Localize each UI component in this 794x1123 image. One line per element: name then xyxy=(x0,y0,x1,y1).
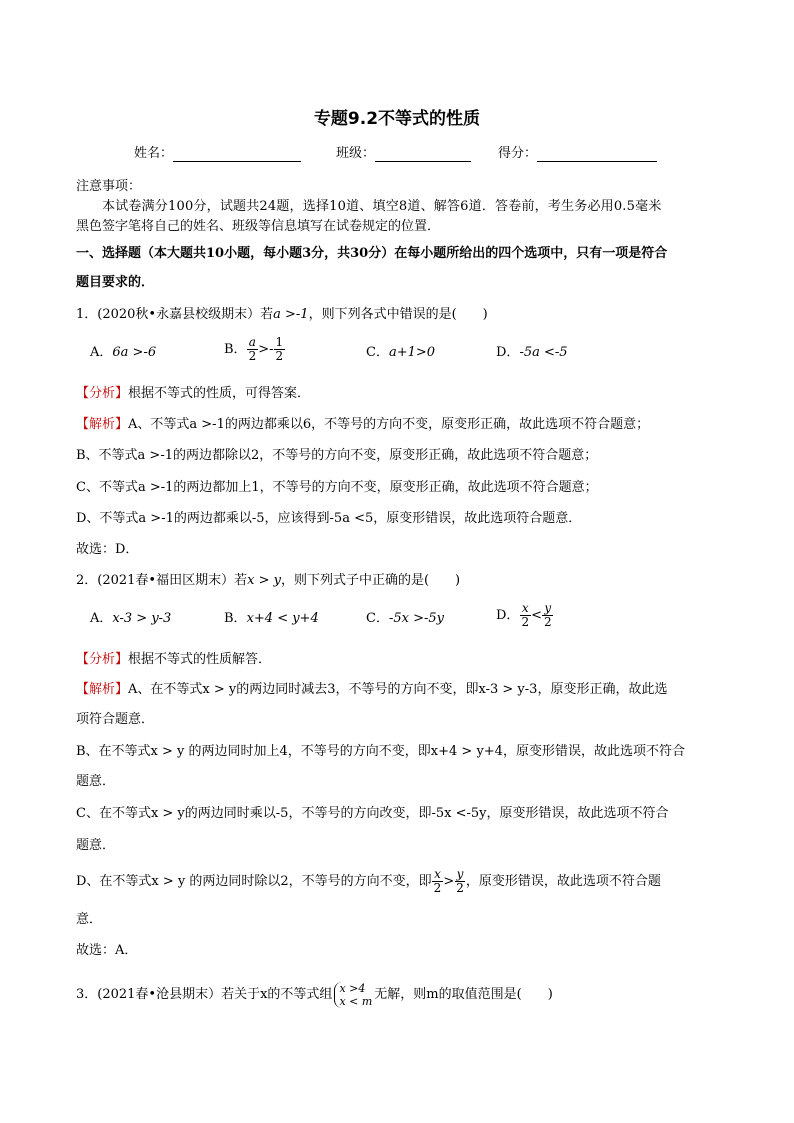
q2-solution-a-line2: 项符合题意． xyxy=(76,712,155,727)
option-expr: 6a >-6 xyxy=(112,345,157,360)
option-operator: < xyxy=(531,607,542,623)
q1-stem xyxy=(76,307,488,323)
q2-choice: 故选：A． xyxy=(76,943,138,958)
class-blank[interactable] xyxy=(375,147,471,162)
name-blank[interactable] xyxy=(173,147,301,162)
solution-tag: 【解析】 xyxy=(76,682,129,697)
name-label: 姓名： xyxy=(134,146,174,161)
q2-stem xyxy=(76,573,460,589)
option-operator: >- xyxy=(258,341,274,357)
q2-solution-b-line1: B、在不等式x > y 的两边同时加上4，不等号的方向不变，即x+4 > y+4，原变形错误，故此选项不符合 xyxy=(76,744,685,759)
fraction: $\frac{x}{2}$ xyxy=(433,867,442,895)
fraction: $\frac{x}{2}$ xyxy=(521,601,530,629)
q2-option-b[interactable] xyxy=(224,611,319,627)
inequality-system xyxy=(334,982,372,1008)
option-label: C． xyxy=(366,345,389,360)
q2-option-c[interactable] xyxy=(366,611,444,627)
score-field-row xyxy=(498,146,657,162)
q1-option-c[interactable] xyxy=(366,345,435,361)
analysis-tag: 【分析】 xyxy=(76,652,129,667)
analysis-text: 根据不等式的性质解答． xyxy=(128,652,272,667)
q2-stem-post: ，则下列式子中正确的是( ) xyxy=(280,573,461,588)
q1-choice: 故选：D． xyxy=(76,542,139,557)
solution-tag: 【解析】 xyxy=(76,417,129,432)
option-label: A． xyxy=(90,345,113,360)
q1-stem-post: ，则下列各式中错误的是( ) xyxy=(308,307,488,322)
solution-line: D、在不等式x > y 的两边同时除以2，不等号的方向不变，即 xyxy=(76,873,432,889)
q3-stem xyxy=(76,982,553,1008)
page-title: 专题9.2不等式的性质 xyxy=(313,109,481,129)
option-label: A． xyxy=(90,611,113,626)
analysis-tag: 【分析】 xyxy=(76,386,129,401)
option-expr: -5a <-5 xyxy=(519,345,568,360)
option-expr: a+1>0 xyxy=(388,345,436,360)
section-heading-line-1: 一、选择题（本大题共10小题，每小题3分，共30分）在每小题所给出的四个选项中，只有一项是符合 xyxy=(76,246,668,261)
option-label: C． xyxy=(366,611,389,626)
solution-line: A、不等式a >-1的两边都乘以6，不等号的方向不变，原变形正确，故此选项不符合题意； xyxy=(128,417,650,432)
q1-analysis xyxy=(76,386,310,402)
option-expr: x-3 > y-3 xyxy=(112,611,172,626)
q1-solution-d: D、不等式a >-1的两边都乘以-5，应该得到-5a <5，原变形错误，故此选项符合题意． xyxy=(76,511,582,526)
q2-solution-d-line2: 意． xyxy=(76,912,103,927)
score-blank[interactable] xyxy=(537,147,657,162)
q2-solution-c-line2: 题意． xyxy=(76,838,116,853)
q2-stem-pre: 2．(2021春•福田区期末）若 xyxy=(76,573,248,588)
system-bottom: x < m xyxy=(339,995,373,1008)
q1-option-a[interactable] xyxy=(90,345,156,361)
q1-solution-a xyxy=(76,417,649,433)
q1-option-b[interactable] xyxy=(224,336,285,363)
q1-stem-pre: 1．(2020秋•永嘉县校级期末）若 xyxy=(76,307,274,322)
notice-line-2: 黑色签字笔将自己的姓名、班级等信息填写在试卷规定的位置． xyxy=(76,219,441,234)
q2-analysis xyxy=(76,652,271,668)
option-expr: x+4 < y+4 xyxy=(246,611,319,626)
class-field-row xyxy=(336,146,471,162)
q2-option-a[interactable] xyxy=(90,611,171,627)
q3-stem-pre: 3．(2021春•沧县期末）若关于x的不等式组 xyxy=(76,987,333,1002)
q2-option-d[interactable] xyxy=(496,602,554,629)
section-heading-line-2: 题目要求的． xyxy=(76,275,155,290)
analysis-text: 根据不等式的性质，可得答案． xyxy=(128,386,311,401)
fraction: $\frac{1}{2}$ xyxy=(275,335,284,363)
q1-solution-c: C、不等式a >-1的两边都加上1，不等号的方向不变，原变形正确，故此选项不符合题意； xyxy=(76,480,598,495)
option-label: B． xyxy=(224,611,247,626)
notice-line-1: 本试卷满分100分，试题共24题，选择10道、填空8道、解答6道．答卷前，考生务必用0.5毫米 xyxy=(102,199,662,214)
name-field-row xyxy=(134,146,301,162)
solution-line: A、在不等式x > y的两边同时减去3，不等号的方向不变，即x-3 > y-3，原变形正确，故此选 xyxy=(128,682,668,697)
option-label: D． xyxy=(496,345,520,360)
score-label: 得分： xyxy=(498,146,538,161)
q2-solution-d-line1 xyxy=(76,868,661,895)
solution-line: ，原变形错误，故此选项不符合题 xyxy=(465,873,661,889)
q1-solution-b: B、不等式a >-1的两边都除以2，不等号的方向不变，原变形正确，故此选项不符合题意； xyxy=(76,448,598,463)
q2-condition: x > y xyxy=(247,573,281,588)
fraction: $\frac{y}{2}$ xyxy=(543,601,552,629)
fraction: $\frac{y}{2}$ xyxy=(456,867,464,895)
option-expr: -5x >-5y xyxy=(388,611,444,626)
operator: > xyxy=(443,873,455,889)
q2-solution-a-line1 xyxy=(76,682,667,698)
q1-option-d[interactable] xyxy=(496,345,568,361)
q1-condition: a >-1 xyxy=(273,307,309,322)
q2-solution-b-line2: 题意． xyxy=(76,774,116,789)
class-label: 班级： xyxy=(336,146,376,161)
option-label: B． xyxy=(224,341,247,357)
notice-heading: 注意事项： xyxy=(76,179,142,194)
q2-solution-c-line1: C、在不等式x > y的两边同时乘以-5，不等号的方向改变，即-5x <-5y，原变形错误，故此选项不符合 xyxy=(76,806,669,821)
system-top: x >4 xyxy=(339,982,366,995)
q3-stem-post: 无解，则m的取值范围是( ) xyxy=(374,987,553,1002)
fraction: $\frac{a}{2}$ xyxy=(248,335,257,363)
option-label: D． xyxy=(496,607,520,623)
